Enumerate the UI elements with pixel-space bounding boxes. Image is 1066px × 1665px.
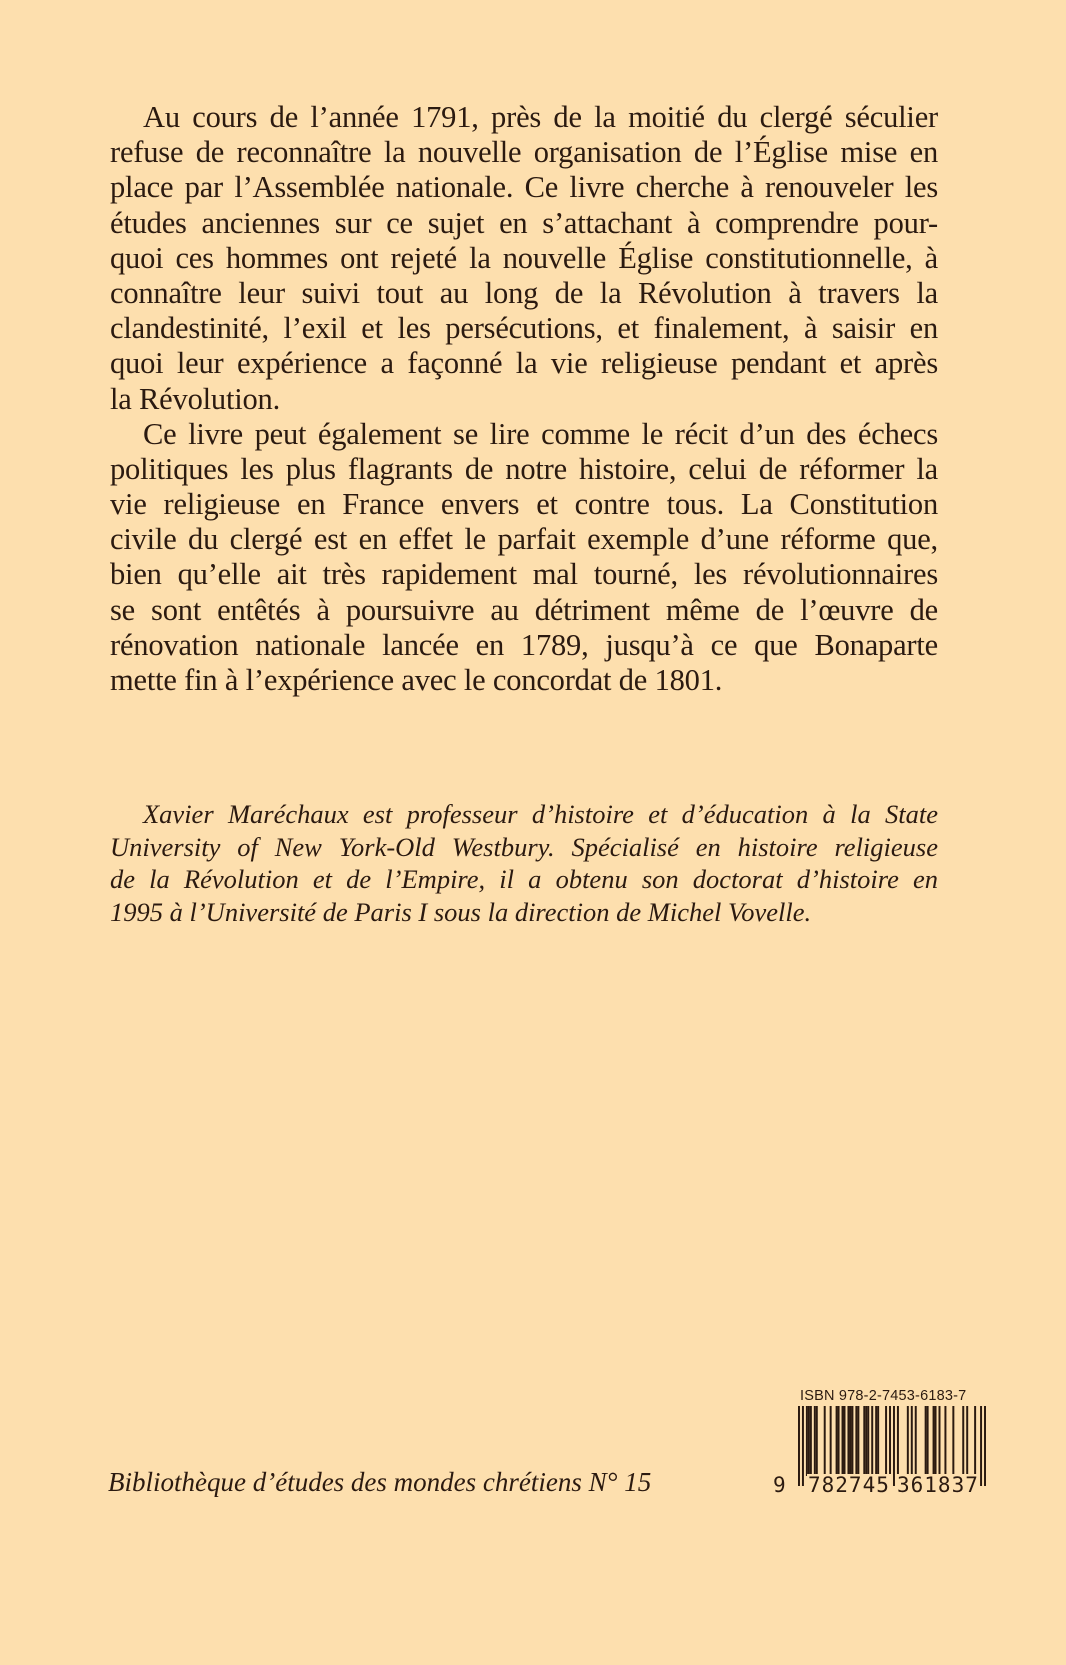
author-bio <box>110 798 938 928</box>
barcode-bar <box>939 1406 941 1476</box>
text-line: refuse de reconnaître la nouvelle organisation de l’Église mise en <box>110 135 938 170</box>
barcode-bar <box>808 1406 810 1476</box>
text-line: clandestinité, l’exil et les persécutions, et finalement, à saisir en <box>110 311 938 346</box>
barcode-bar <box>802 1406 804 1486</box>
text-line: politiques les plus flagrants de notre histoire, celui de réformer la <box>110 451 938 486</box>
barcode-bar <box>907 1406 909 1476</box>
text-line: Xavier Maréchaux est professeur d’histoire et d’éducation à la State <box>143 799 938 829</box>
barcode-bar <box>844 1406 846 1476</box>
barcode-bar <box>935 1406 937 1476</box>
barcode-bar <box>863 1406 865 1476</box>
barcode-bar <box>830 1406 832 1476</box>
barcode-bar <box>836 1406 838 1476</box>
barcode-bar <box>871 1406 873 1476</box>
text-line: études anciennes sur ce sujet en s’attachant à comprendre pour- <box>110 205 938 240</box>
barcode-bar <box>814 1406 816 1476</box>
barcode-bar <box>838 1406 840 1476</box>
barcode-bar <box>816 1406 818 1476</box>
barcode-bar <box>952 1406 954 1476</box>
barcode-bar <box>915 1406 917 1476</box>
barcode-bar <box>885 1406 887 1476</box>
back-cover-blurb <box>110 100 938 698</box>
barcode-bar <box>980 1406 982 1486</box>
barcode-bar <box>897 1406 899 1476</box>
barcode-bar <box>849 1406 851 1476</box>
text-line: 1995 à l’Université de Paris I sous la direction de Michel Vovelle. <box>110 896 812 927</box>
barcode-bar <box>974 1406 976 1476</box>
text-line: vie religieuse en France envers et contre tous. La Constitution <box>110 487 938 522</box>
barcode-bar <box>933 1406 935 1476</box>
barcode-bar <box>851 1406 853 1476</box>
barcode-bar <box>875 1406 877 1476</box>
barcode-bar <box>962 1406 964 1476</box>
barcode-bar <box>966 1406 968 1476</box>
text-line: University of New York-Old Westbury. Spécialisé en histoire religieuse <box>110 831 938 862</box>
barcode-first-digit: 9 <box>773 1473 787 1497</box>
barcode-bar <box>925 1406 927 1476</box>
text-line: connaître leur suivi tout au long de la Révolution à travers la <box>110 275 938 310</box>
barcode-bar <box>984 1406 986 1486</box>
barcode-bar <box>877 1406 879 1476</box>
barcode-bar <box>806 1406 808 1476</box>
text-line: la Révolution. <box>110 381 281 416</box>
barcode-bar <box>810 1406 812 1476</box>
text-line: de la Révolution et de l’Empire, il a obtenu son doctorat d’histoire en <box>110 864 938 894</box>
text-line: rénovation nationale lancée en 1789, jusqu’à ce que Bonaparte <box>110 627 938 662</box>
barcode-bar <box>824 1406 826 1476</box>
barcode-bar <box>847 1406 849 1476</box>
blurb-paragraph-2 <box>110 417 938 699</box>
text-line: Ce livre peut également se lire comme le récit d’un des échecs <box>143 416 938 451</box>
barcode-bar <box>911 1406 913 1476</box>
series-title: Bibliothèque d’études des mondes chrétiens N° 15 <box>108 1467 652 1497</box>
text-line: quoi leur expérience a façonné la vie religieuse pendant et après <box>110 346 938 381</box>
blurb-paragraph-1 <box>110 100 938 417</box>
barcode-bar <box>855 1406 857 1476</box>
barcode-bar <box>842 1406 844 1476</box>
barcode-bar <box>893 1406 895 1486</box>
barcode-left-digits: 782745 <box>808 1473 890 1497</box>
text-line: civile du clergé est en effet le parfait exemple d’une réforme que, <box>110 522 938 557</box>
text-line: mette fin à l’expérience avec le concordat de 1801. <box>110 663 723 697</box>
barcode-bar <box>867 1406 869 1476</box>
text-line: quoi ces hommes ont rejeté la nouvelle Église constitutionnelle, à <box>110 240 938 275</box>
barcode-right-digits: 361837 <box>897 1473 979 1497</box>
barcode-bar <box>927 1406 929 1476</box>
text-line: place par l’Assemblée nationale. Ce livre cherche à renouveler les <box>110 170 938 205</box>
barcode-bar <box>798 1406 800 1486</box>
barcode-bar <box>865 1406 867 1476</box>
text-line: se sont entêtés à poursuivre au détriment même de l’œuvre de <box>110 592 938 627</box>
text-line: bien qu’elle ait très rapidement mal tourné, les révolutionnaires <box>110 557 938 592</box>
isbn-label: ISBN 978-2-7453-6183-7 <box>800 1388 967 1404</box>
text-line: Au cours de l’année 1791, près de la moitié du clergé séculier <box>143 100 938 134</box>
barcode-bar <box>944 1406 946 1476</box>
barcode-bar <box>857 1406 859 1476</box>
